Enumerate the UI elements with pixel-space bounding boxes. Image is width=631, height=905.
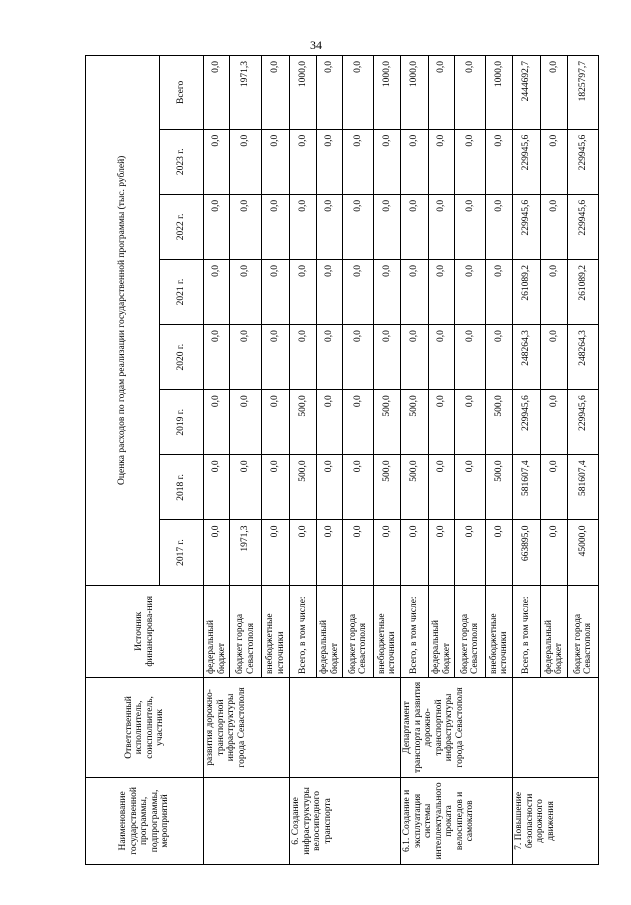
cell-value: 500,0	[486, 455, 513, 520]
cell-value: 0,0	[429, 259, 455, 324]
cell-value: 0,0	[374, 259, 401, 324]
cell-value: 0,0	[230, 390, 262, 455]
row-source: внебюджетные источники	[486, 585, 513, 677]
cell-value: 0,0	[429, 455, 455, 520]
row-responsible: Департамент транспорта и развития дорожно-транспортной инфраструктуры города Севастополя	[401, 678, 513, 778]
cell-value: 0,0	[290, 259, 317, 324]
row-responsible	[513, 678, 599, 778]
page-number: 34	[310, 38, 322, 52]
cell-total: 1000,0	[374, 56, 401, 130]
cell-total: 0,0	[262, 56, 290, 130]
cell-value: 0,0	[343, 194, 374, 259]
header-total: Всего	[160, 56, 204, 130]
cell-value: 500,0	[401, 455, 429, 520]
cell-total: 0,0	[455, 56, 486, 130]
row-source: Всего, в том числе:	[401, 585, 429, 677]
cell-value: 0,0	[486, 520, 513, 585]
cell-value: 0,0	[541, 194, 568, 259]
cell-value: 581607,4	[513, 455, 541, 520]
cell-value: 0,0	[429, 325, 455, 390]
header-year: 2022 г.	[160, 194, 204, 259]
cell-value: 0,0	[541, 520, 568, 585]
cell-value: 0,0	[374, 325, 401, 390]
cell-value: 0,0	[455, 325, 486, 390]
cell-value: 0,0	[401, 520, 429, 585]
cell-value: 0,0	[204, 259, 230, 324]
cell-value: 0,0	[401, 194, 429, 259]
cell-value: 0,0	[455, 455, 486, 520]
row-source: федеральный бюджет	[429, 585, 455, 677]
cell-value: 500,0	[374, 455, 401, 520]
cell-value: 248264,3	[513, 325, 541, 390]
cell-value: 0,0	[429, 194, 455, 259]
cell-value: 0,0	[230, 455, 262, 520]
rotated-table-wrapper	[85, 55, 593, 865]
cell-value: 0,0	[290, 520, 317, 585]
cell-value: 0,0	[429, 129, 455, 194]
cell-value: 500,0	[374, 390, 401, 455]
cell-value: 0,0	[486, 129, 513, 194]
cell-value: 261089,2	[513, 259, 541, 324]
cell-value: 0,0	[541, 390, 568, 455]
cell-value: 248264,3	[568, 325, 599, 390]
cell-value: 0,0	[455, 259, 486, 324]
budget-table	[85, 55, 599, 865]
row-name: 6. Создание инфраструктуры велосипедного транспорта	[290, 777, 401, 864]
cell-value: 0,0	[455, 520, 486, 585]
cell-value: 500,0	[290, 455, 317, 520]
cell-total: 1825797,7	[568, 56, 599, 130]
row-name: 7. Повышение безопасности дорожного движения	[513, 777, 599, 864]
cell-value: 0,0	[374, 520, 401, 585]
cell-total: 1000,0	[290, 56, 317, 130]
cell-total: 0,0	[317, 56, 343, 130]
cell-value: 0,0	[429, 520, 455, 585]
cell-value: 0,0	[541, 259, 568, 324]
cell-value: 0,0	[374, 194, 401, 259]
cell-value: 0,0	[262, 390, 290, 455]
cell-value: 0,0	[290, 129, 317, 194]
cell-value: 500,0	[486, 390, 513, 455]
cell-value: 0,0	[262, 129, 290, 194]
cell-total: 0,0	[204, 56, 230, 130]
cell-value: 0,0	[541, 325, 568, 390]
table-row	[401, 56, 429, 865]
cell-total: 0,0	[343, 56, 374, 130]
row-source: бюджет города Севастополя	[455, 585, 486, 677]
cell-value: 0,0	[455, 129, 486, 194]
table-row	[204, 56, 230, 865]
cell-value: 0,0	[204, 520, 230, 585]
cell-value: 1971,3	[230, 520, 262, 585]
cell-total: 0,0	[541, 56, 568, 130]
cell-value: 500,0	[290, 390, 317, 455]
row-source: Всего, в том числе:	[513, 585, 541, 677]
cell-value: 0,0	[317, 259, 343, 324]
cell-value: 0,0	[317, 520, 343, 585]
header-year: 2017 г.	[160, 520, 204, 585]
cell-value: 0,0	[317, 194, 343, 259]
header-estimate: Оценка расходов по годам реализации государственной программы (тыс. рублей)	[86, 56, 160, 586]
cell-value: 0,0	[262, 455, 290, 520]
row-source: бюджет города Севастополя	[568, 585, 599, 677]
cell-total: 1000,0	[486, 56, 513, 130]
row-source: федеральный бюджет	[317, 585, 343, 677]
table-row	[513, 56, 541, 865]
cell-value: 0,0	[262, 520, 290, 585]
cell-value: 0,0	[486, 194, 513, 259]
header-year: 2020 г.	[160, 325, 204, 390]
cell-total: 1971,3	[230, 56, 262, 130]
cell-value: 0,0	[401, 259, 429, 324]
cell-value: 0,0	[401, 129, 429, 194]
header-year: 2018 г.	[160, 455, 204, 520]
cell-value: 0,0	[343, 259, 374, 324]
cell-value: 0,0	[541, 129, 568, 194]
cell-value: 0,0	[317, 129, 343, 194]
cell-value: 229945,6	[513, 129, 541, 194]
cell-value: 229945,6	[568, 129, 599, 194]
row-source: внебюджетные источники	[262, 585, 290, 677]
table-body	[204, 56, 599, 865]
header-year: 2023 г.	[160, 129, 204, 194]
cell-value: 0,0	[204, 325, 230, 390]
cell-value: 0,0	[401, 325, 429, 390]
header-name: Наименование государственной программы, подпрограммы, мероприятий	[86, 777, 204, 864]
cell-value: 0,0	[204, 390, 230, 455]
cell-value: 0,0	[204, 129, 230, 194]
cell-value: 229945,6	[568, 390, 599, 455]
table-row	[290, 56, 317, 865]
cell-value: 0,0	[486, 259, 513, 324]
cell-value: 0,0	[429, 390, 455, 455]
row-source: Всего, в том числе:	[290, 585, 317, 677]
cell-value: 229945,6	[513, 194, 541, 259]
cell-value: 0,0	[290, 325, 317, 390]
row-source: бюджет города Севастополя	[343, 585, 374, 677]
row-source: бюджет города Севастополя	[230, 585, 262, 677]
row-name: 6.1. Создание и эксплуатация системы интеллектуального проката велосипедов и самокатов	[401, 777, 513, 864]
cell-value: 0,0	[374, 129, 401, 194]
cell-value: 0,0	[455, 390, 486, 455]
cell-value: 0,0	[204, 194, 230, 259]
cell-value: 0,0	[290, 194, 317, 259]
cell-total: 2444692,7	[513, 56, 541, 130]
header-year: 2019 г.	[160, 390, 204, 455]
cell-value: 0,0	[230, 129, 262, 194]
cell-value: 663895,0	[513, 520, 541, 585]
cell-total: 1000,0	[401, 56, 429, 130]
cell-value: 0,0	[230, 259, 262, 324]
cell-value: 0,0	[455, 194, 486, 259]
cell-value: 0,0	[262, 259, 290, 324]
cell-value: 45000,0	[568, 520, 599, 585]
cell-value: 0,0	[343, 390, 374, 455]
cell-value: 581607,4	[568, 455, 599, 520]
row-source: федеральный бюджет	[204, 585, 230, 677]
cell-value: 0,0	[317, 325, 343, 390]
cell-value: 261089,2	[568, 259, 599, 324]
header-year: 2021 г.	[160, 259, 204, 324]
row-source: федеральный бюджет	[541, 585, 568, 677]
cell-value: 0,0	[486, 325, 513, 390]
row-name	[204, 777, 290, 864]
cell-value: 0,0	[230, 194, 262, 259]
row-source: внебюджетные источники	[374, 585, 401, 677]
cell-value: 0,0	[343, 455, 374, 520]
cell-value: 0,0	[317, 390, 343, 455]
cell-value: 0,0	[343, 520, 374, 585]
cell-value: 229945,6	[568, 194, 599, 259]
cell-value: 0,0	[262, 325, 290, 390]
cell-value: 500,0	[401, 390, 429, 455]
header-responsible: Ответственный исполнитель, соисполнитель, участник	[86, 678, 204, 778]
cell-value: 0,0	[262, 194, 290, 259]
row-responsible: развития дорожно-транспортной инфраструктуры города Севастополя	[204, 678, 290, 778]
cell-value: 0,0	[317, 455, 343, 520]
cell-value: 0,0	[343, 129, 374, 194]
cell-value: 0,0	[230, 325, 262, 390]
cell-value: 229945,6	[513, 390, 541, 455]
cell-value: 0,0	[204, 455, 230, 520]
header-source: Источник финансирова-ния	[86, 585, 204, 677]
cell-total: 0,0	[429, 56, 455, 130]
cell-value: 0,0	[343, 325, 374, 390]
row-responsible	[290, 678, 401, 778]
cell-value: 0,0	[541, 455, 568, 520]
